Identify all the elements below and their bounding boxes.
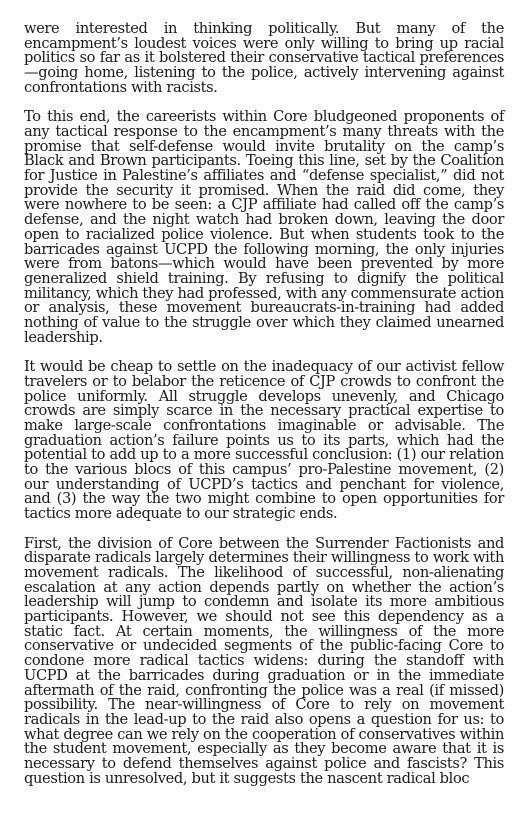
paragraph-1: were interested in thinking politically. But many of the encampment’s loudest voices were only willing to bring up racial politics so far as it bolstered their conservative tactical preferences—going home, listening to the police, actively intervening against confrontations with racists. [24, 20, 504, 96]
paragraph-2: To this end, the careerists within Core bludgeoned proponents of any tactical response to the encampment’s many threats with the promise that self-defense would invite brutality on the camp’s Black and Brown participants. Toeing this line, set by the Coalition for Justice in Palestine’s affiliates and “defense specialist,” did not provide the security it promised. When the raid did come, they were nowhere to be seen: a CJP affiliate had called off the camp’s defense, and the night watch had broken down, leaving the door open to racialized police violence. But when students took to the barricades against UCPD the following morning, the only injuries were from batons—which would have been prevented by more generalized shield training. By refusing to dignify the political militancy, which they had professed, with any commensurate action or analysis, these movement bureaucrats-in-training had added nothing of value to the struggle over which they claimed unearned leadership. [24, 108, 504, 346]
paragraph-4: First, the division of Core between the Surrender Factionists and disparate radicals largely determines their willingness to work with movement radicals. The likelihood of successful, non-alienating escalation at any action depends partly on whether the action’s leadership will jump to condemn and isolate its more ambitious participants. However, we should not see this dependency as a static fact. At certain moments, the willingness of the more conservative or undecided segments of the public-facing Core to condone more radical tactics widens: during the standoff with UCPD at the barricades during graduation or in the immediate aftermath of the raid, confronting the police was a real (if missed) possibility. The near-willingness of Core to rely on movement radicals in the lead-up to the raid also opens a question for us: to what degree can we rely on the cooperation of conservatives within the student movement, especially as they become aware that it is necessary to defend themselves against police and fascists? This question is unresolved, but it suggests the nascent radical bloc [24, 534, 504, 787]
document-page [24, 22, 504, 801]
paragraph-3: It would be cheap to settle on the inadequacy of our activist fellow travelers or to belabor the reticence of CJP crowds to confront the police uniformly. All struggle develops unevenly, and Chicago crowds are simply scarce in the necessary practical expertise to make large-scale confrontations imaginable or advisable. The graduation action’s failure points us to its parts, which had the potential to add up to a more successful conclusion: (1) our relation to the various blocs of this campus’ pro-Palestine movement, (2) our understanding of UCPD’s tactics and penchant for violence, and (3) the way the two might combine to open opportunities for tactics more adequate to our strategic ends. [24, 358, 504, 523]
